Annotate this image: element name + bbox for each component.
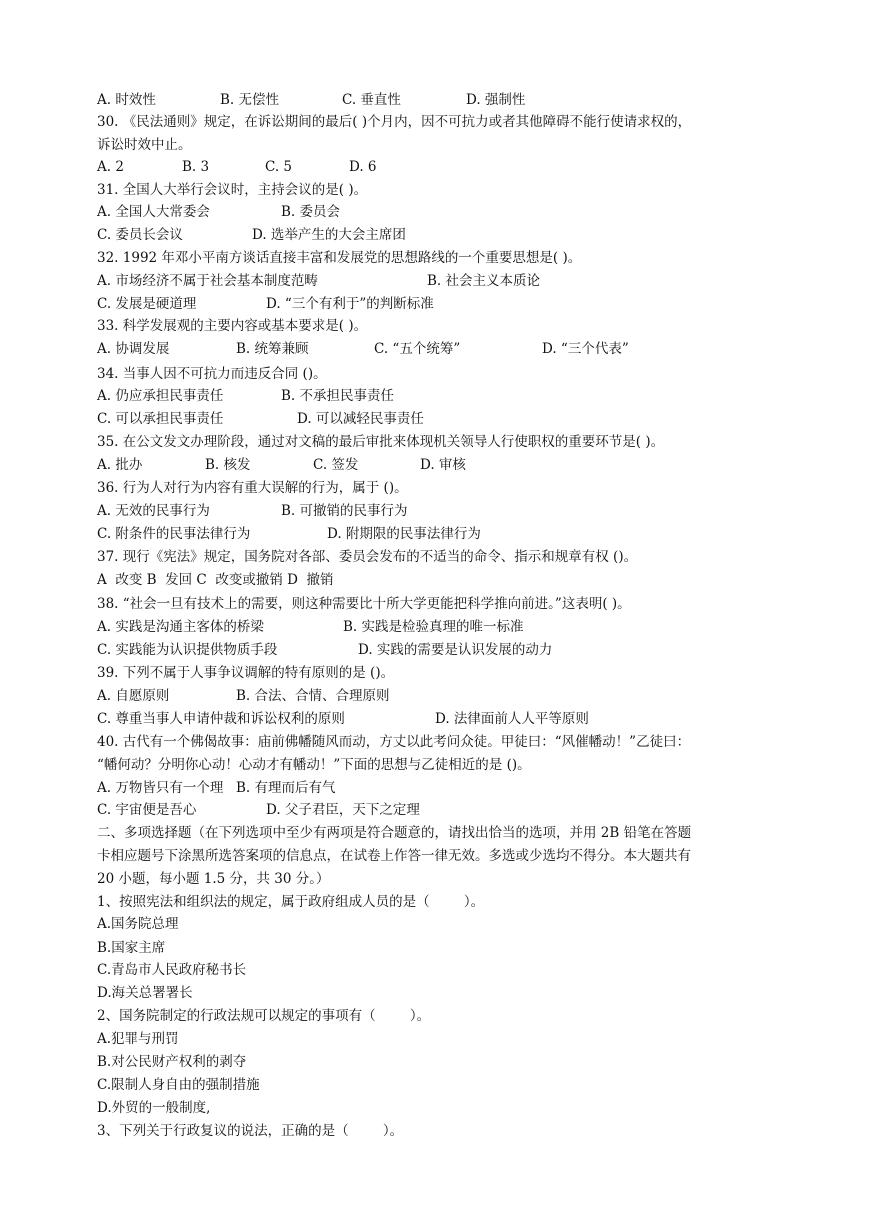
option-text: B. 3 [182,159,210,175]
option-text: B. 实践是检验真理的唯一标准 [343,619,524,635]
option-text: C. 可以承担民事责任 [97,411,224,427]
option-text: D. 强制性 [466,92,526,108]
text-line: 36. 行为人对行为内容有重大误解的行为，属于 ()。 [97,480,408,496]
text-line: 35. 在公文发文办理阶段，通过对文稿的最后审批来体现机关领导人行使职权的重要环节是( )。 [97,434,665,450]
option-text: A. 协调发展 [97,341,170,357]
text-line: C.青岛市人民政府秘书长 [97,962,247,978]
text-line: 39. 下列不属于人事争议调解的特有原则的是 ()。 [97,665,395,681]
option-text: D. 审核 [420,457,466,473]
option-text: B. 有理而后有气 [236,780,336,796]
option-text: C. 附条件的民事法律行为 [97,526,251,542]
text-line: 二、多项选择题（在下列选项中至少有两项是符合题意的，请找出恰当的选项，并用 2B 铅笔在答题 [97,825,692,841]
option-text: D. 可以减轻民事责任 [297,411,424,427]
text-line: 20 小题，每小题 1.5 分，共 30 分。） [97,871,330,887]
text-line: 1、按照宪法和组织法的规定，属于政府组成人员的是（ ）。 [97,894,485,910]
option-text: C. 实践能为认识提供物质手段 [97,642,278,658]
text-line: 37. 现行《宪法》规定，国务院对各部、委员会发布的不适当的命令、指示和规章有权 ()。 [97,549,638,565]
text-line: D.外贸的一般制度, [97,1100,211,1116]
text-line: 32. 1992 年邓小平南方谈话直接丰富和发展党的思想路线的一个重要思想是( )。 [97,250,582,266]
text-line: “幡何动？分明你心动！心动才有幡动！”下面的思想与乙徒相近的是 ()。 [97,757,531,773]
option-text: A. 全国人大常委会 [97,204,210,220]
text-line: 卡相应题号下涂黑所选答案项的信息点，在试卷上作答一律无效。多选或少选均不得分。本大题共有 [97,848,691,864]
option-text: C. 尊重当事人申请仲裁和诉讼权利的原则 [97,711,345,727]
text-line: A 改变 B 发回 C 改变或撤销 D 撤销 [97,572,334,588]
option-text: A. 万物皆只有一个理 [97,780,224,796]
option-text: B. 委员会 [281,204,341,220]
text-line: 40. 古代有一个佛偈故事：庙前佛幡随风而动，方丈以此考问众徒。甲徒曰：“风催幡动！”乙徒曰： [97,734,691,750]
text-line: C.限制人身自由的强制措施 [97,1077,260,1093]
text-line: 33. 科学发展观的主要内容或基本要求是( )。 [97,318,368,334]
option-text: C. 发展是硬道理 [97,296,197,312]
option-text: C. 宇宙便是吾心 [97,802,197,818]
option-text: A. 自愿原则 [97,688,170,704]
option-text: A. 批办 [97,457,143,473]
option-text: C. “五个统筹” [374,341,461,357]
text-line: A.犯罪与刑罚 [97,1031,179,1047]
option-text: D. 实践的需要是认识发展的动力 [358,642,553,658]
option-text: D. 6 [349,159,377,175]
option-text: B. 合法、合情、合理原则 [236,688,390,704]
option-text: B. 可撤销的民事行为 [281,503,408,519]
option-text: D. 父子君臣，天下之定理 [266,802,420,818]
text-line: D.海关总署署长 [97,985,193,1001]
text-line: B.国家主席 [97,940,166,956]
option-text: C. 5 [265,159,293,175]
option-text: D. “三个有利于”的判断标准 [266,296,434,312]
option-text: A. 实践是沟通主客体的桥梁 [97,619,264,635]
option-text: C. 委员长会议 [97,227,183,243]
option-text: D. 附期限的民事法律行为 [327,526,481,542]
option-text: B. 社会主义本质论 [427,273,541,289]
option-text: B. 无偿性 [220,92,280,108]
option-text: C. 签发 [313,457,359,473]
option-text: A. 2 [97,159,124,175]
text-line: 38. “社会一旦有技术上的需要，则这种需要比十所大学更能把科学推向前进。”这表明( )。 [97,596,631,612]
option-text: D. “三个代表” [542,341,629,357]
text-line: 3、下列关于行政复议的说法，正确的是（ ）。 [97,1123,404,1139]
option-text: A. 时效性 [97,92,156,108]
option-text: B. 不承担民事责任 [281,388,395,404]
option-text: B. 统筹兼顾 [236,341,309,357]
option-text: A. 市场经济不属于社会基本制度范畴 [97,273,318,289]
text-line: 34. 当事人因不可抗力而违反合同 ()。 [97,366,327,382]
option-text: A. 无效的民事行为 [97,503,210,519]
option-text: D. 法律面前人人平等原则 [435,711,589,727]
text-line: 2、国务院制定的行政法规可以规定的事项有（ ）。 [97,1008,431,1024]
text-line: 30. 《民法通则》规定，在诉讼期间的最后( )个月内，因不可抗力或者其他障碍不能行使请求权的， [97,114,692,130]
text-line: 诉讼时效中止。 [97,137,192,153]
option-text: C. 垂直性 [342,92,401,108]
option-text: D. 选举产生的大会主席团 [252,227,406,243]
text-line: A.国务院总理 [97,916,179,932]
text-line: B.对公民财产权利的剥夺 [97,1054,247,1070]
option-text: B. 核发 [205,457,251,473]
option-text: A. 仍应承担民事责任 [97,388,224,404]
text-line: 31. 全国人大举行会议时，主持会议的是( )。 [97,182,368,198]
